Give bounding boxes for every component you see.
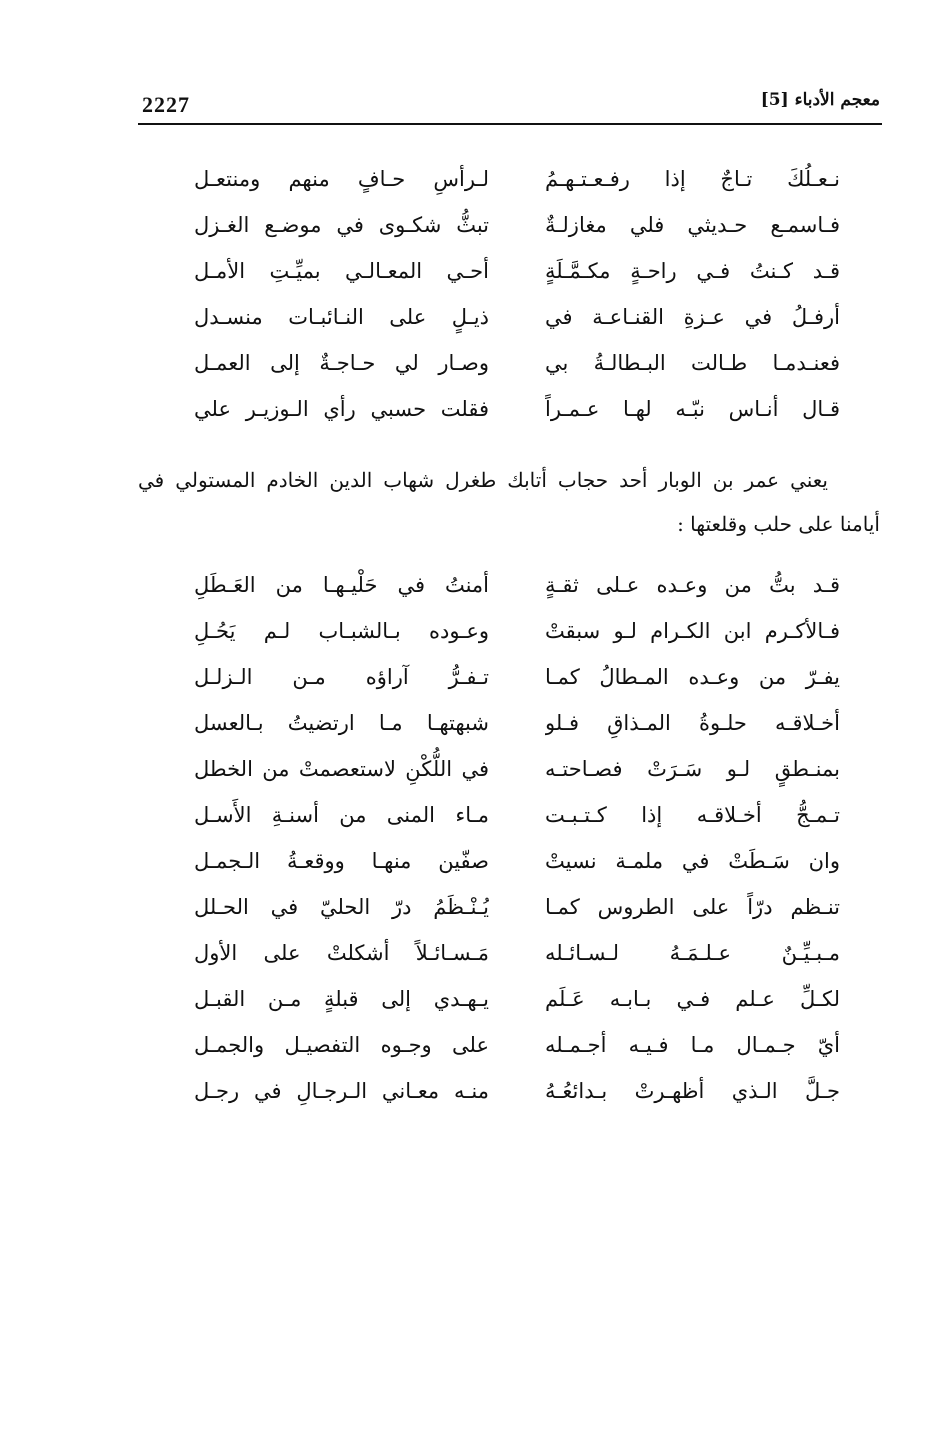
verse-first-hemistich: قـد كـنتُ فـي راحـةٍ مكـمَّـلَةٍ [545,259,840,283]
verse [180,248,840,294]
verse-second-hemistich: لـرأسِ حـافٍ منهم ومنتعـل [194,167,489,191]
verse [180,1068,840,1114]
verse-second-hemistich: منـه معـاني الـرجـالِ في رجـل [194,1079,489,1103]
verse-second-hemistich: شبهتهـا مـا ارتضيتُ بـالعسل [194,711,489,735]
verse [180,1022,840,1068]
verse-second-hemistich: يـهـدي إلى قبلةٍ مـن القبـل [194,987,489,1011]
poem-block-2 [180,562,840,1114]
verse-first-hemistich: قـد بتُّ من وعـده عـلى ثقـةٍ [545,573,840,597]
verse-first-hemistich: قـال أنـاس نبّـه لهـا عـمـراً [545,397,840,421]
verse [180,700,840,746]
verse-first-hemistich: أيّ جـمـال مـا فـيـه أجـمـله [545,1033,840,1057]
verse [180,202,840,248]
verse-second-hemistich: مَـسـائـلاً أشكلتْ على الأول [194,941,489,965]
verse-first-hemistich: جـلَّ الـذي أظهـرتْ بـدائعُـهُ [545,1079,840,1103]
prose-line: أيامنا على حلب وقلعتها : [677,512,880,536]
verse-second-hemistich: أحـي المعـالـي بميِّـتِ الأمـل [194,259,489,283]
verse [180,386,840,432]
verse [180,976,840,1022]
verse [180,608,840,654]
verse [180,746,840,792]
verse-first-hemistich: أرفـلُ في عـزةِ القنـاعـة في [545,305,840,329]
page-header [138,88,880,118]
verse [180,562,840,608]
verse-second-hemistich: على وجـوه التفصيـل والجمـل [194,1033,489,1057]
verse-second-hemistich: ذيـلٍ على النـائبـات منسـدل [194,305,489,329]
prose-line: يعني عمر بن الوبار أحد حجاب أتابك طغرل شهاب الدين الخادم المستولي في [138,468,828,492]
verse [180,654,840,700]
verse-second-hemistich: يُـنْـظَمُ درّ الحليّ في الحـلل [194,895,489,919]
poem-block-1 [180,156,840,432]
verse-second-hemistich: مـاء المنى من أسنـةِ الأَسـل [194,803,489,827]
verse-first-hemistich: فـالأكـرم ابن الكـرام لـو سبقتْ [545,619,840,643]
verse-first-hemistich: فـاسمـع حـديثي فلي مغازلـةٌ [545,213,840,237]
verse-first-hemistich: بمنـطقٍ لـو سَـرَتْ فصـاحتـه [545,757,840,781]
verse-second-hemistich: أمنتُ في حَلْيـهـا من العَـطَلِ [194,573,489,597]
verse [180,340,840,386]
verse-first-hemistich: لكـلِّ عـلم فـي بـابـه عَـلَم [545,987,840,1011]
verse-first-hemistich: تنـظم درّاً على الطروس كمـا [545,895,840,919]
verse-second-hemistich: صفّين منهـا ووقعـةُ الـجمـل [194,849,489,873]
verse [180,930,840,976]
verse [180,838,840,884]
verse [180,792,840,838]
header-divider [138,123,882,125]
verse-first-hemistich: فعنـدمـا طـالت البـطالـةُ بي [545,351,840,375]
running-title: معجم الأدباء [5] [760,90,880,110]
verse-first-hemistich: أخـلاقـه حلـوةُ المـذاقِ فـلو [545,711,840,735]
prose-paragraph [138,458,880,546]
verse-first-hemistich: يفـرّ من وعـده المـطالُ كمـا [545,665,840,689]
verse-first-hemistich: تـمـجُّ أخـلاقـه إذا كـتـبـت [545,803,840,827]
verse-second-hemistich: تبثُّ شكـوى في موضـع الغـزل [194,213,489,237]
verse-second-hemistich: فقلت حسبي رأي الـوزيـر علي [194,397,489,421]
verse [180,156,840,202]
verse-second-hemistich: وعـوده بـالشبـاب لـم يَحُـلِ [194,619,489,643]
page-number: 2227 [142,92,190,117]
verse-first-hemistich: نـعـلُكَ تـاجٌ إذا رفـعـتـهـمُ [545,167,840,191]
verse-first-hemistich: مـبـيِّـنٌ عـلـمَـهُ لـسـائـله [545,941,840,965]
verse [180,884,840,930]
verse [180,294,840,340]
verse-second-hemistich: في اللُّكْنِ لاستعصمتْ من الخطل [194,757,489,781]
verse-second-hemistich: وصـار لي حـاجـةٌ إلى العمـل [194,351,489,375]
verse-second-hemistich: تـفـرُّ آراؤه مـن الـزلـل [194,665,489,689]
verse-first-hemistich: وان سَـطَتْ في ملمـة نسيتْ [545,849,840,873]
